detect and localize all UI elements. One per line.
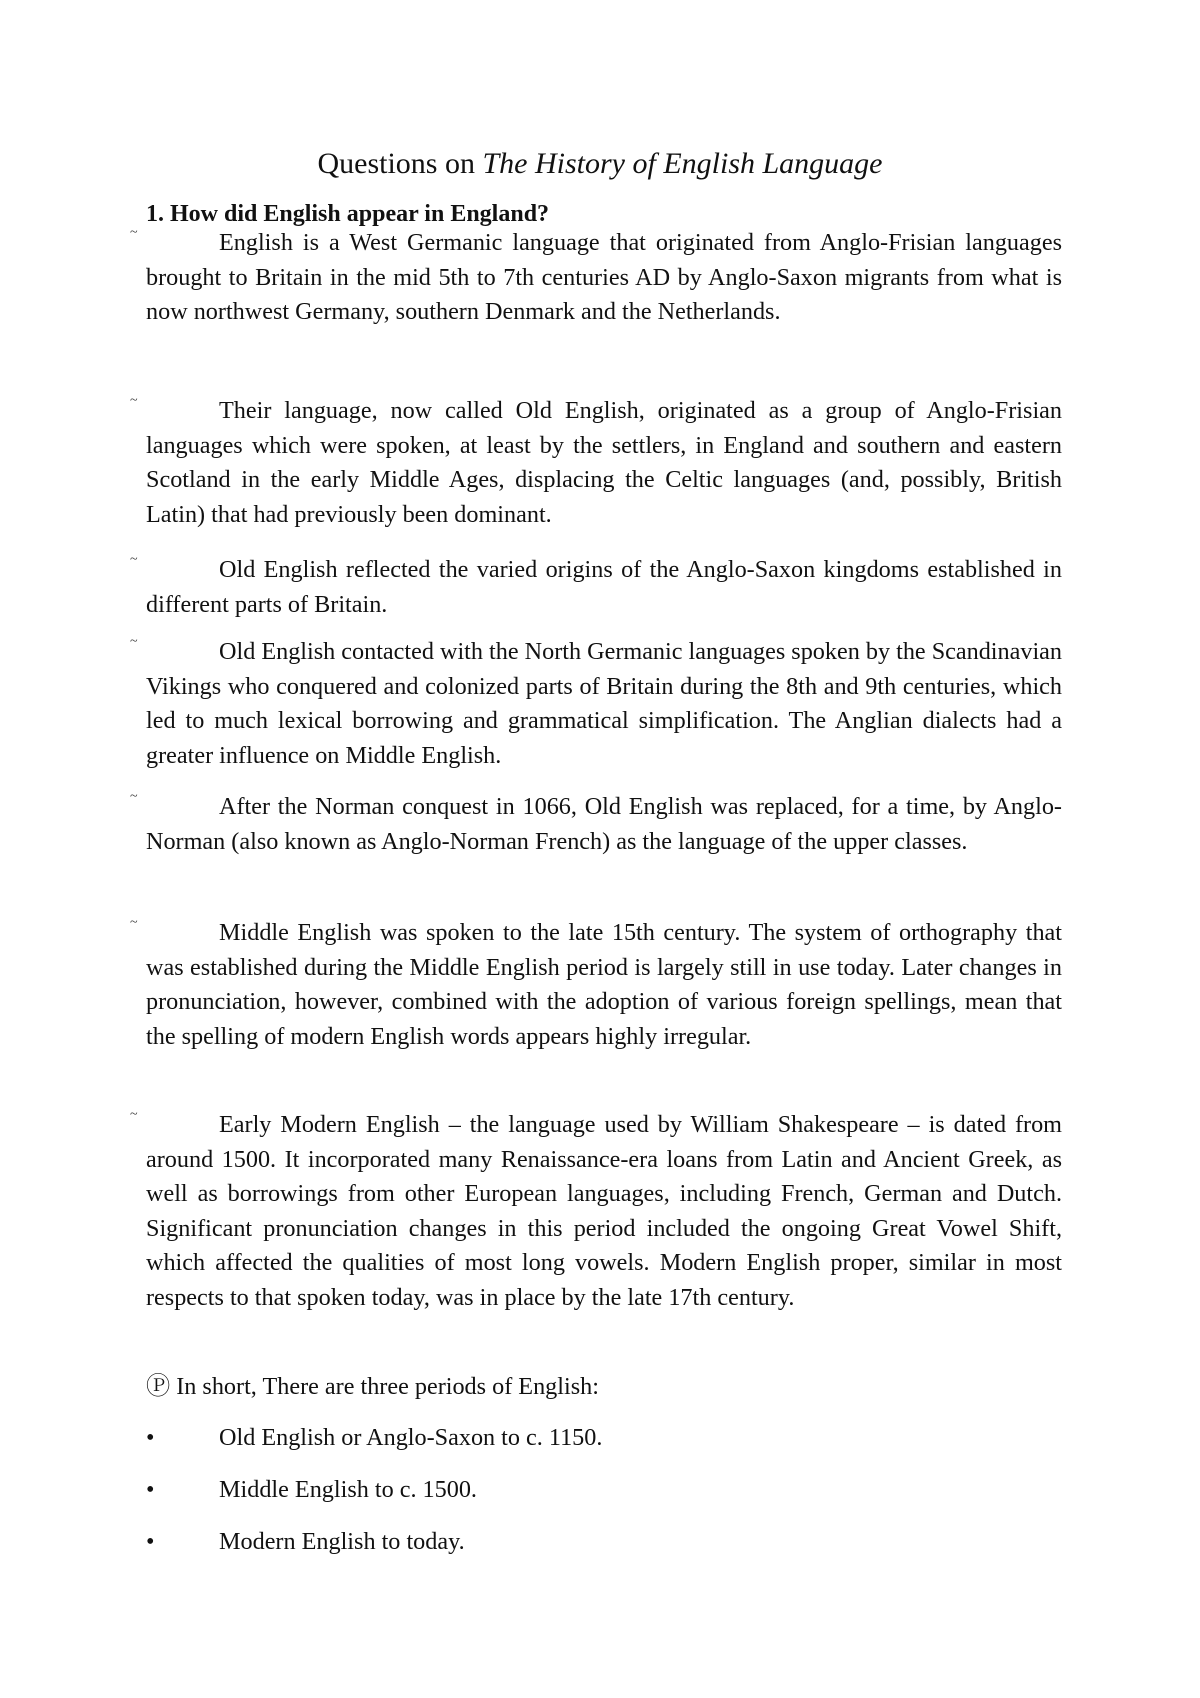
paragraph-marker: ~ xyxy=(130,634,138,649)
bullet-icon: • xyxy=(146,1476,155,1503)
bullet-icon: • xyxy=(146,1424,155,1451)
paragraph-marker: ~ xyxy=(130,789,138,804)
title-prefix: Questions on xyxy=(317,147,483,180)
paragraph-text: Middle English was spoken to the late 15th century. The system of orthography that was established during the Middle English period is largely still in use today. Later changes in pronunciation, however, combined with the adoption of various foreign spellings, mean that the spelling of modern English words appears highly irregular. xyxy=(146,919,1062,1050)
question-heading: 1. How did English appear in England? xyxy=(146,201,550,227)
paragraph-1 xyxy=(146,226,1062,330)
paragraph-marker: ~ xyxy=(130,1107,138,1122)
paragraph-2 xyxy=(146,394,1062,532)
paragraph-marker: ~ xyxy=(130,552,138,567)
paragraph-4 xyxy=(146,635,1062,773)
paragraph-6 xyxy=(146,916,1062,1054)
bullet-text: Middle English to c. 1500. xyxy=(219,1476,477,1503)
paragraph-text: After the Norman conquest in 1066, Old English was replaced, for a time, by Anglo-Norman (also known as Anglo-Norman French) as the language of the upper classes. xyxy=(146,793,1062,855)
paragraph-text: Old English reflected the varied origins of the Anglo-Saxon kingdoms established in different parts of Britain. xyxy=(146,556,1062,618)
paragraph-marker: ~ xyxy=(130,393,138,408)
paragraph-text: Their language, now called Old English, originated as a group of Anglo-Frisian languages which were spoken, at least by the settlers, in England and southern and eastern Scotland in the early Middle Ages, displacing the Celtic languages (and, possibly, British Latin) that had previously been dominant. xyxy=(146,397,1062,528)
paragraph-7 xyxy=(146,1108,1062,1315)
summary-line: Ⓟ In short, There are three periods of English: xyxy=(146,1373,599,1400)
bullet-text: Modern English to today. xyxy=(219,1528,465,1555)
bullet-text: Old English or Anglo-Saxon to c. 1150. xyxy=(219,1424,603,1451)
paragraph-5 xyxy=(146,790,1062,859)
document-title xyxy=(0,146,1200,182)
paragraph-text: English is a West Germanic language that originated from Anglo-Frisian languages brought to Britain in the mid 5th to 7th centuries AD by Anglo-Saxon migrants from what is now northwest Germany, southern Denmark and the Netherlands. xyxy=(146,229,1062,325)
paragraph-text: Old English contacted with the North Germanic languages spoken by the Scandinavian Vikings who conquered and colonized parts of Britain during the 8th and 9th centuries, which led to much lexical borrowing and grammatical simplification. The Anglian dialects had a greater influence on Middle English. xyxy=(146,638,1062,769)
bullet-icon: • xyxy=(146,1528,155,1555)
paragraph-3 xyxy=(146,553,1062,622)
paragraph-marker: ~ xyxy=(130,915,138,930)
paragraph-text: Early Modern English – the language used by William Shakespeare – is dated from around 1500. It incorporated many Renaissance-era loans from Latin and Ancient Greek, as well as borrowings from other European languages, including French, German and Dutch. Significant pronunciation changes in this period included the ongoing Great Vowel Shift, which affected the qualities of most long vowels. Modern English proper, similar in most respects to that spoken today, was in place by the late 17th century. xyxy=(146,1111,1062,1311)
title-italic: The History of English Language xyxy=(482,147,883,180)
paragraph-marker: ~ xyxy=(130,225,138,240)
